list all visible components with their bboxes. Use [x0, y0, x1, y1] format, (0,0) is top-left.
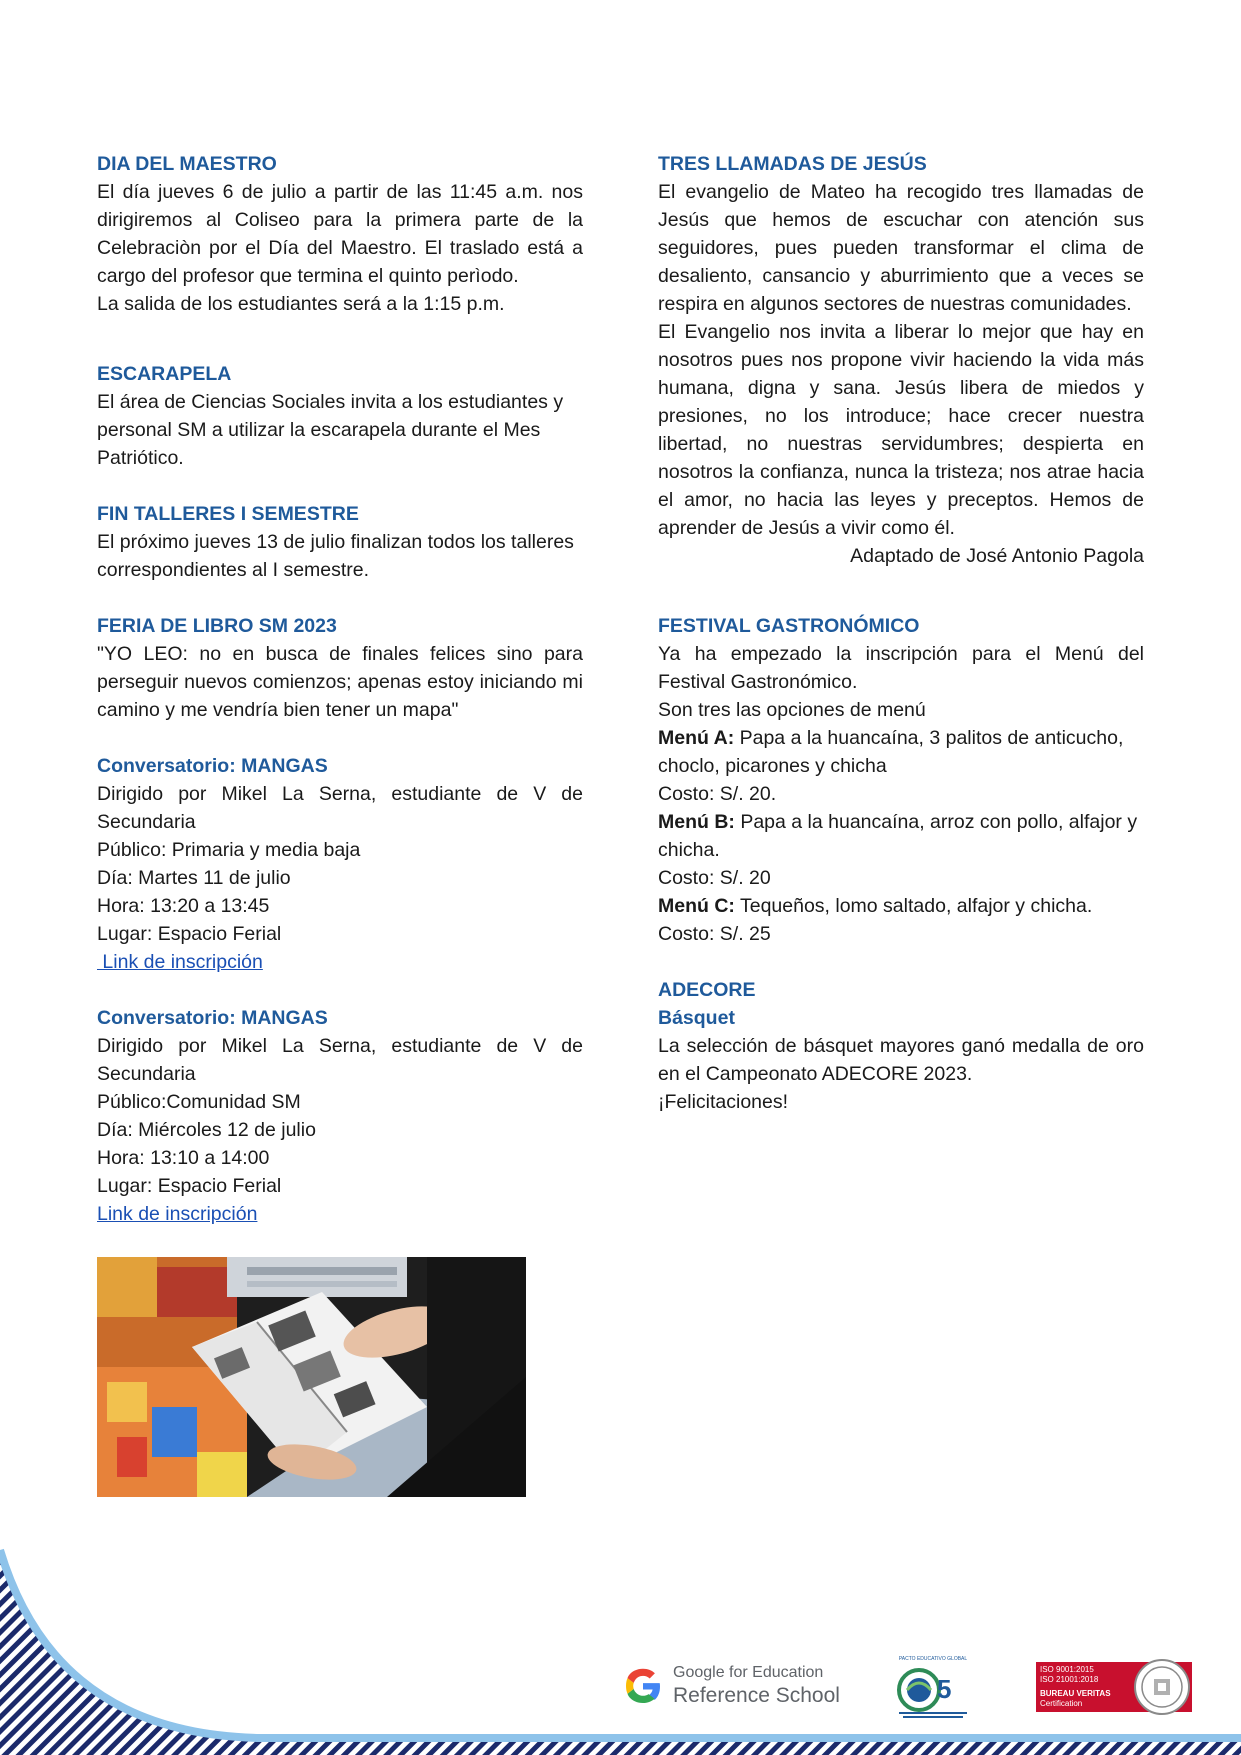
menu-c-cost: Costo: S/. 25 — [658, 923, 771, 945]
conversatorio-2-heading: Conversatorio: MANGAS — [97, 1007, 328, 1029]
tres-llamadas-p1: El evangelio de Mateo ha recogido tres llamadas de Jesús que hemos de escuchar con atención sus seguidores, pues pueden transformar el clima de desaliento, cansancio y aburrimiento que a veces se respira en algunos sectores de nuestras comunidades. — [658, 181, 1144, 315]
conversatorio-1-dia: Día: Martes 11 de julio — [97, 867, 291, 889]
bureau-veritas-logo — [1036, 1657, 1194, 1717]
dia-maestro-heading: DIA DEL MAESTRO — [97, 153, 277, 175]
pacto-educativo-logo — [893, 1656, 973, 1720]
conversatorio-1-hora: Hora: 13:20 a 13:45 — [97, 895, 270, 917]
adecore-congrats: ¡Felicitaciones! — [658, 1091, 789, 1113]
footer-wave-decoration — [0, 1530, 1241, 1755]
google-line2: Reference School — [673, 1684, 840, 1707]
conversatorio-2-link[interactable]: Link de inscripción — [97, 1203, 258, 1225]
conversatorio-1-link[interactable]: Link de inscripción — [97, 951, 263, 973]
right-column — [658, 150, 1144, 1116]
menu-c-label: Menú C: — [658, 895, 735, 917]
feria-heading: FERIA DE LIBRO SM 2023 — [97, 615, 337, 637]
dia-maestro-salida: La salida de los estudiantes será a la 1:15 p.m. — [97, 293, 505, 315]
festival-intro: Ya ha empezado la inscripción para el Menú del Festival Gastronómico. — [658, 643, 1144, 693]
conversatorio-1-heading: Conversatorio: MANGAS — [97, 755, 328, 777]
tres-llamadas-heading: TRES LLAMADAS DE JESÚS — [658, 153, 927, 175]
escarapela-text: El área de Ciencias Sociales invita a los estudiantes y personal SM a utilizar la escarapela durante el Mes Patriótico. — [97, 391, 564, 469]
menu-a-label: Menú A: — [658, 727, 735, 749]
google-line1: Google for Education — [673, 1664, 824, 1681]
feria-text: "YO LEO: no en busca de finales felices sino para perseguir nuevos comienzos; apenas estoy iniciando mi camino y me vendría bien tener un mapa" — [97, 643, 583, 721]
bv-line1: ISO 9001:2015 — [1040, 1665, 1094, 1674]
left-column — [97, 150, 583, 1228]
bv-seal-icon — [1132, 1657, 1192, 1717]
conversatorio-1-directed: Dirigido por Mikel La Serna, estudiante de V de Secundaria — [97, 783, 583, 833]
dia-maestro-text: El día jueves 6 de julio a partir de las 11:45 a.m. nos dirigiremos al Coliseo para la primera parte de la Celebraciòn por el Día del Maestro. El traslado está a cargo del profesor que termina el quinto perìodo. — [97, 181, 583, 287]
google-g-icon — [622, 1665, 664, 1707]
conversatorio-2-directed: Dirigido por Mikel La Serna, estudiante de V de Secundaria — [97, 1035, 583, 1085]
menu-b-label: Menú B: — [658, 811, 735, 833]
adecore-text: La selección de básquet mayores ganó medalla de oro en el Campeonato ADECORE 2023. — [658, 1035, 1144, 1085]
conversatorio-2-publico: Público:Comunidad SM — [97, 1091, 301, 1113]
menu-b-desc: Papa a la huancaína, arroz con pollo, alfajor y chicha. — [658, 811, 1138, 861]
conversatorio-2-dia: Día: Miércoles 12 de julio — [97, 1119, 316, 1141]
conversatorio-1-lugar: Lugar: Espacio Ferial — [97, 923, 282, 945]
bv-certification-box — [1036, 1662, 1136, 1712]
conversatorio-2-hora: Hora: 13:10 a 14:00 — [97, 1147, 270, 1169]
conversatorio-2-lugar: Lugar: Espacio Ferial — [97, 1175, 282, 1197]
menu-a-cost: Costo: S/. 20. — [658, 783, 777, 805]
bv-line2: ISO 21001:2018 — [1040, 1675, 1099, 1684]
escarapela-heading: ESCARAPELA — [97, 363, 232, 385]
festival-heading: FESTIVAL GASTRONÓMICO — [658, 615, 920, 637]
talleres-text: El próximo jueves 13 de julio finalizan todos los talleres correspondientes al I semestre. — [97, 531, 574, 581]
menu-c-desc: Tequeños, lomo saltado, alfajor y chicha. — [734, 895, 1093, 917]
festival-opciones: Son tres las opciones de menú — [658, 699, 926, 721]
tres-llamadas-p2: El Evangelio nos invita a liberar lo mejor que hay en nosotros pues nos propone vivir haciendo la vida más humana, digna y sana. Jesús libera de miedos y presiones, no los introduce; hace crecer nuestra libertad, no nuestras servidumbres; despierta en nosotros la confianza, nunca la tristeza; nos atrae hacia el amor, no hacia las leyes y preceptos. Hemos de aprender de Jesús a vivir como él. — [658, 321, 1144, 539]
tres-llamadas-credit: Adaptado de José Antonio Pagola — [850, 545, 1144, 567]
manga-photo — [97, 1257, 526, 1497]
bv-line4: Certification — [1040, 1699, 1083, 1708]
menu-a-desc: Papa a la huancaína, 3 palitos de anticucho, choclo, picarones y chicha — [658, 727, 1124, 777]
menu-b — [658, 808, 1144, 864]
pacto-caption: PACTO EDUCATIVO GLOBAL — [898, 1656, 968, 1662]
conversatorio-1-publico: Público: Primaria y media baja — [97, 839, 361, 861]
talleres-heading: FIN TALLERES I SEMESTRE — [97, 503, 359, 525]
bv-line3: BUREAU VERITAS — [1040, 1689, 1111, 1698]
google-for-education-logo — [620, 1660, 850, 1712]
menu-a — [658, 724, 1144, 780]
pacto-emblem-icon — [893, 1664, 973, 1720]
svg-text:5: 5 — [937, 1674, 952, 1704]
menu-c — [658, 892, 1144, 920]
menu-b-cost: Costo: S/. 20 — [658, 867, 771, 889]
adecore-heading: ADECORE — [658, 979, 756, 1001]
adecore-subheading: Básquet — [658, 1007, 735, 1029]
